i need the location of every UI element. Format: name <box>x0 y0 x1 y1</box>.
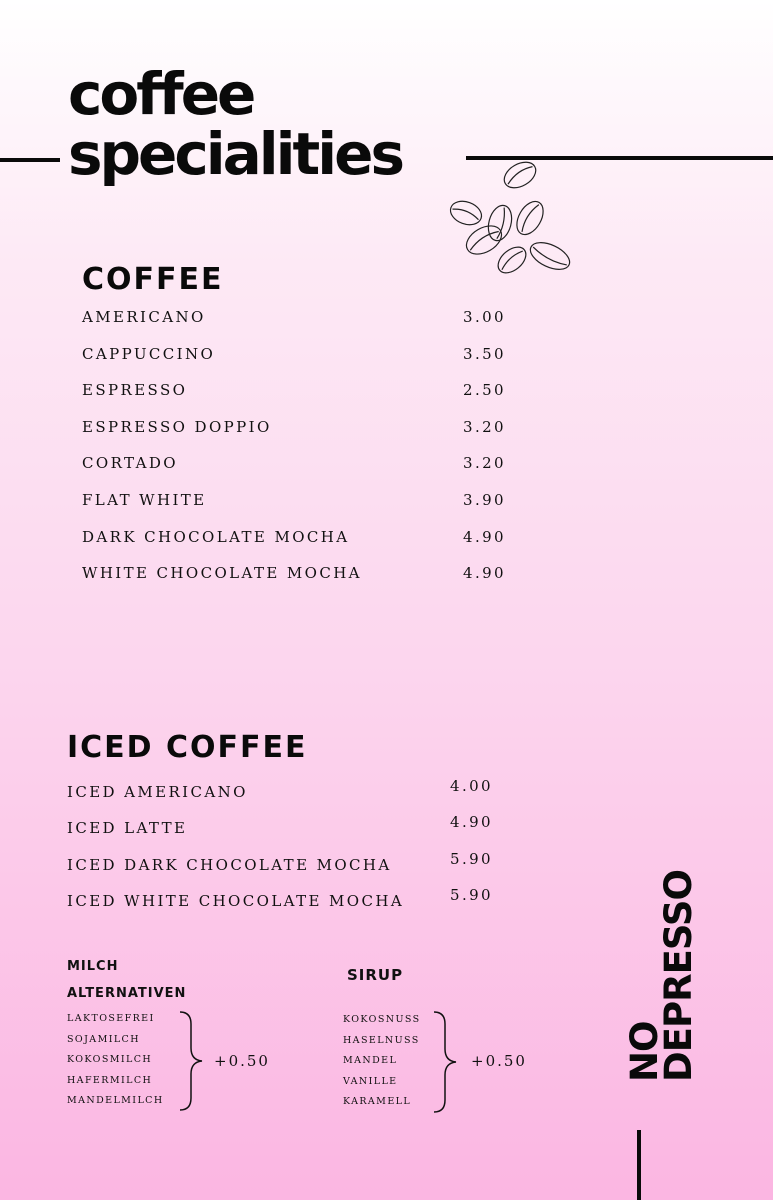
brand-logo <box>623 870 700 1082</box>
coffee-item-name: DARK CHOCOLATE MOCHA <box>82 527 350 546</box>
coffee-beans-illustration <box>440 158 580 283</box>
coffee-item-name: CORTADO <box>82 454 178 473</box>
iced-item-name: ICED WHITE CHOCOLATE MOCHA <box>67 892 405 911</box>
coffee-item-price: 3.50 <box>463 344 506 363</box>
milk-option: KOKOSMILCH <box>67 1054 153 1065</box>
title-line-2: specialities <box>68 120 403 188</box>
milk-heading-line-2: ALTERNATIVEN <box>67 986 187 1001</box>
coffee-item-price: 4.90 <box>463 527 506 546</box>
coffee-item-price: 3.90 <box>463 491 506 509</box>
iced-item-name: ICED AMERICANO <box>67 783 248 801</box>
iced-item-price: 4.00 <box>450 777 493 795</box>
milk-heading-line-1: MILCH <box>67 959 119 974</box>
iced-item-name: ICED DARK CHOCOLATE MOCHA <box>67 855 392 874</box>
coffee-item-price: 3.20 <box>463 454 506 473</box>
coffee-item-name: ESPRESSO <box>82 381 188 400</box>
syrup-option: KOKOSNUSS <box>343 1014 421 1025</box>
title-line-1: coffee <box>68 60 254 128</box>
brand-line-1: NO <box>623 1021 666 1082</box>
syrup-options <box>343 1010 421 1113</box>
syrup-option: KARAMELL <box>343 1096 412 1107</box>
milk-surcharge: +0.50 <box>214 1052 270 1070</box>
milk-option: MANDELMILCH <box>67 1095 164 1106</box>
coffee-item-name: FLAT WHITE <box>82 491 207 509</box>
milk-brace-icon <box>178 1010 204 1112</box>
coffee-item-price: 3.00 <box>463 308 506 326</box>
coffee-item-name: CAPPUCCINO <box>82 344 216 363</box>
brand-line-2: DEPRESSO <box>657 870 700 1082</box>
iced-coffee-heading: ICED COFFEE <box>67 730 308 765</box>
coffee-item-price: 2.50 <box>463 381 506 400</box>
milk-heading <box>67 953 186 1007</box>
syrup-option: MANDEL <box>343 1055 398 1066</box>
vertical-rule <box>637 1130 641 1200</box>
coffee-item-price: 3.20 <box>463 417 506 436</box>
milk-options <box>67 1009 164 1112</box>
coffee-item-name: AMERICANO <box>82 308 206 326</box>
title-rule-left <box>0 158 60 162</box>
syrup-brace-icon <box>432 1010 458 1114</box>
milk-option: HAFERMILCH <box>67 1074 153 1086</box>
coffee-item-price: 4.90 <box>463 564 506 583</box>
iced-item-name: ICED LATTE <box>67 819 188 838</box>
syrup-option: HASELNUSS <box>343 1034 420 1046</box>
milk-option: LAKTOSEFREI <box>67 1013 155 1024</box>
syrup-option: VANILLE <box>343 1075 398 1087</box>
syrup-heading: SIRUP <box>347 966 404 984</box>
page-title <box>68 60 403 188</box>
iced-item-price: 5.90 <box>450 886 493 905</box>
coffee-item-name: ESPRESSO DOPPIO <box>82 417 272 436</box>
iced-item-price: 5.90 <box>450 849 493 868</box>
milk-option: SOJAMILCH <box>67 1033 140 1045</box>
syrup-surcharge: +0.50 <box>471 1052 527 1070</box>
iced-item-price: 4.90 <box>450 813 493 832</box>
coffee-item-name: WHITE CHOCOLATE MOCHA <box>82 564 362 583</box>
coffee-heading: COFFEE <box>82 262 224 297</box>
